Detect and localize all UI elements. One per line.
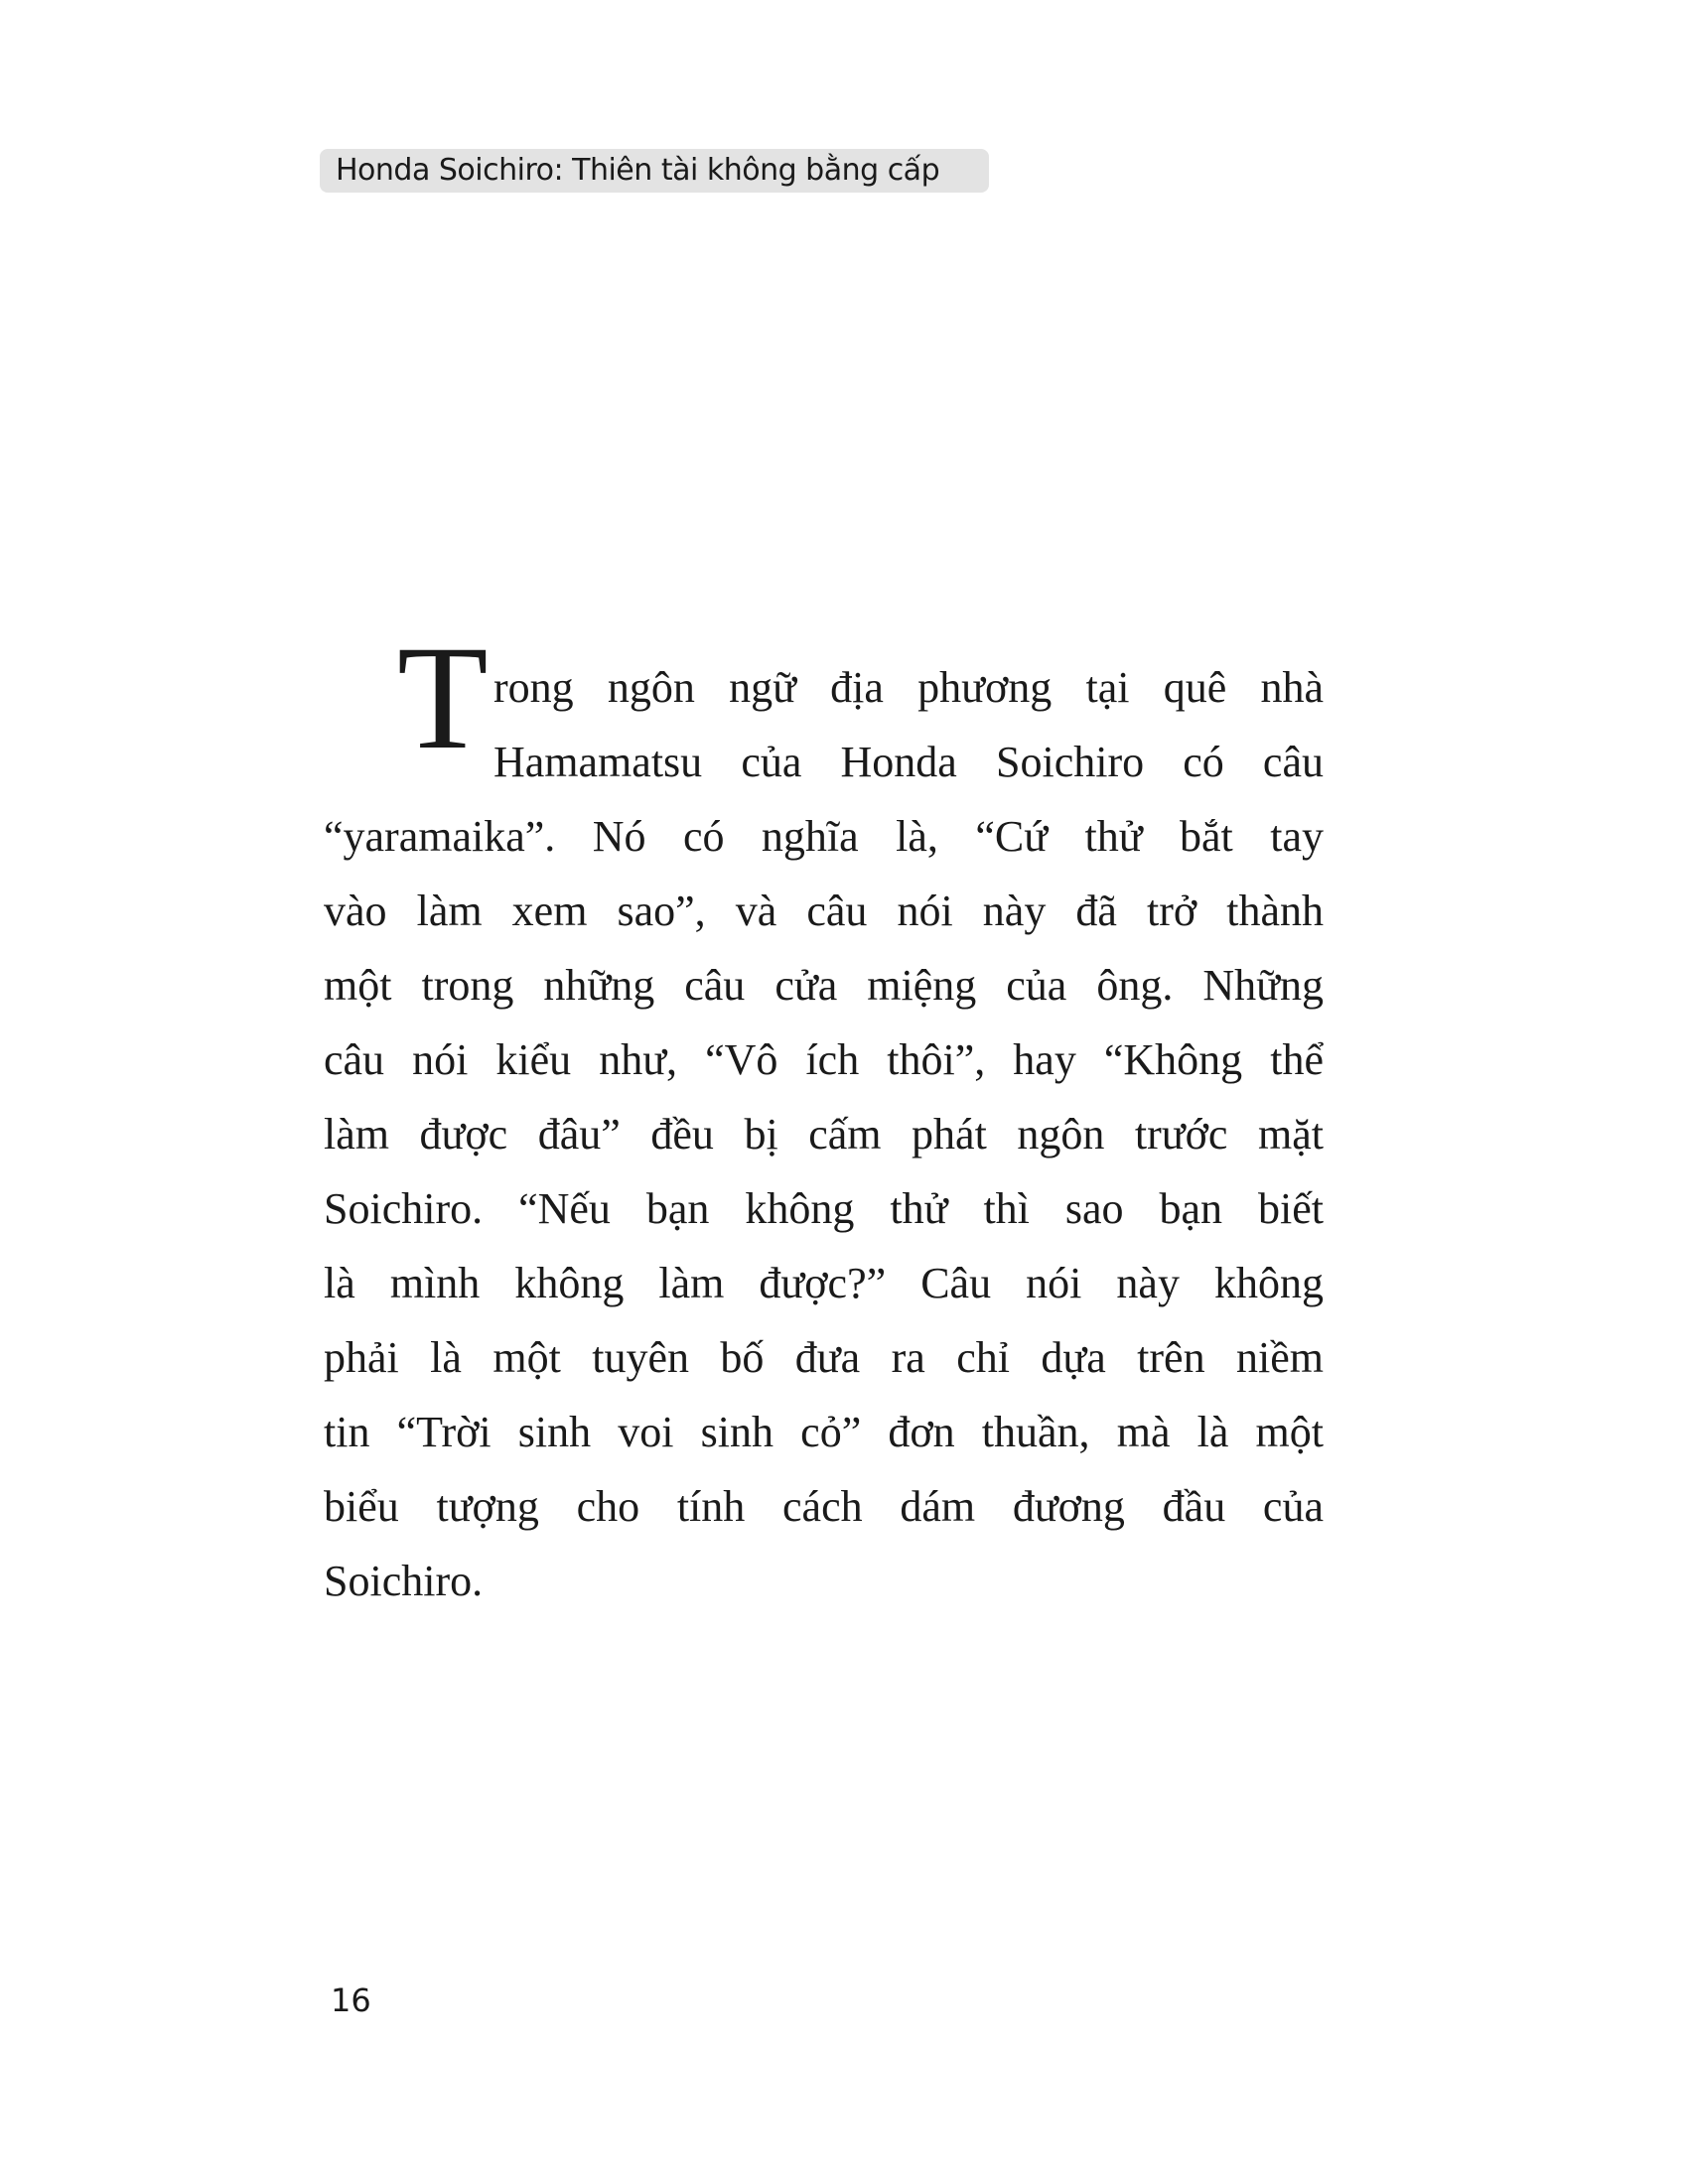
text-line: Soichiro. xyxy=(324,1557,484,1605)
text-line: phải là một tuyên bố đưa ra chỉ dựa trên niềm xyxy=(324,1333,1324,1382)
text-line: Soichiro. “Nếu bạn không thử thì sao bạn biết xyxy=(324,1184,1324,1233)
page-number: 16 xyxy=(331,1981,371,2019)
text-line: “yaramaika”. Nó có nghĩa là, “Cứ thử bắt tay xyxy=(324,812,1324,861)
text-line: làm được đâu” đều bị cấm phát ngôn trước mặt xyxy=(324,1110,1324,1159)
text-line: một trong những câu cửa miệng của ông. Những xyxy=(324,961,1324,1010)
body-paragraph xyxy=(324,650,1324,1618)
text-line: câu nói kiểu như, “Vô ích thôi”, hay “Không thể xyxy=(324,1035,1324,1084)
text-line: vào làm xem sao”, và câu nói này đã trở thành xyxy=(324,887,1324,935)
text-line: tin “Trời sinh voi sinh cỏ” đơn thuần, mà là một xyxy=(324,1408,1324,1456)
drop-cap: T xyxy=(397,615,489,780)
text-line: Hamamatsu của Honda Soichiro có câu xyxy=(493,738,1324,786)
text-line: là mình không làm được?” Câu nói này không xyxy=(324,1259,1324,1307)
text-line: biểu tượng cho tính cách dám đương đầu của xyxy=(324,1482,1324,1531)
running-header: Honda Soichiro: Thiên tài không bằng cấp xyxy=(320,149,989,193)
text-line: rong ngôn ngữ địa phương tại quê nhà xyxy=(493,663,1324,712)
